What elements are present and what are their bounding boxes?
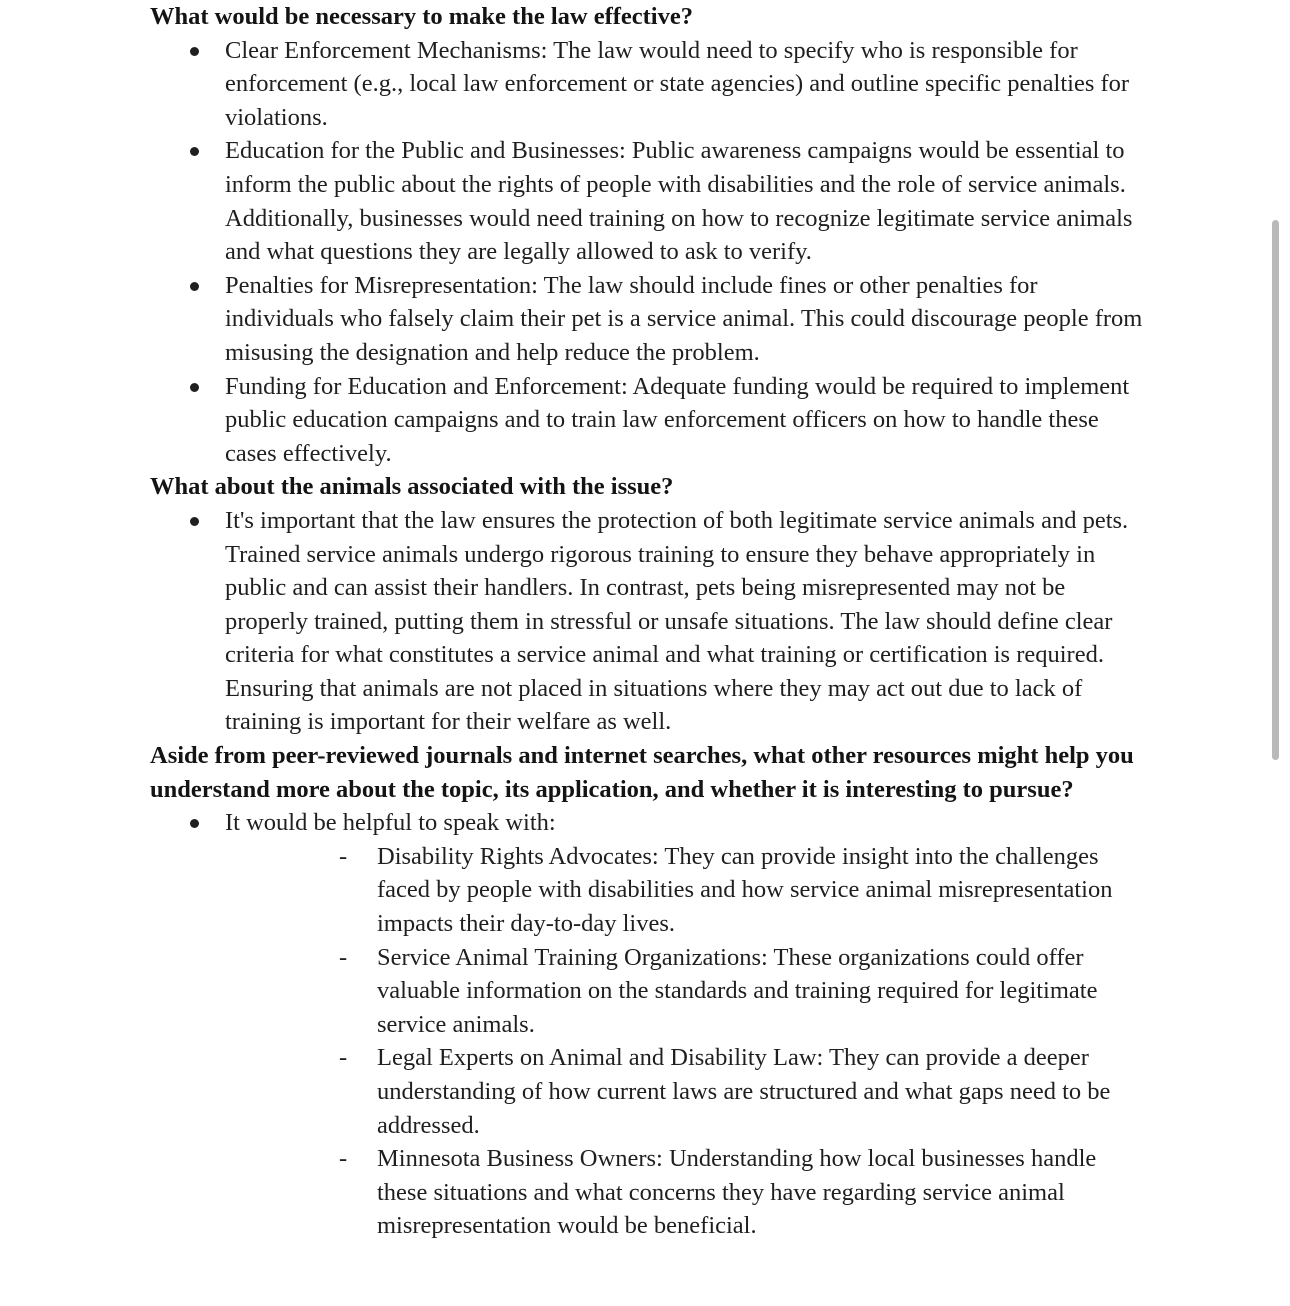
sub-list-item-text: Service Animal Training Organizations: These organizations could offer valuable information on the standards and training required for legitimate service animals. bbox=[377, 943, 1098, 1038]
sub-list-item bbox=[150, 1142, 1150, 1243]
section-heading: Aside from peer-reviewed journals and internet searches, what other resources might help you understand more about the topic, its application, and whether it is interesting to pursue? bbox=[150, 742, 1134, 803]
bullet-list bbox=[150, 806, 1150, 840]
sub-list-item bbox=[150, 941, 1150, 1042]
list-item-text: Funding for Education and Enforcement: Adequate funding would be required to implement public education campaigns and to train law enforcement officers on how to handle these cases effectively. bbox=[225, 372, 1130, 467]
sub-list-item bbox=[150, 840, 1150, 941]
list-item-text: Penalties for Misrepresentation: The law should include fines or other penalties for individuals who falsely claim their pet is a service animal. This could discourage people from misusing the designation and help reduce the problem. bbox=[225, 271, 1143, 366]
bullet-icon bbox=[190, 282, 199, 291]
list-item bbox=[150, 269, 1150, 370]
list-item bbox=[150, 134, 1150, 268]
sub-list-item-text: Minnesota Business Owners: Understanding how local businesses handle these situations and what concerns they have regarding service animal misrepresentation would be beneficial. bbox=[377, 1145, 1097, 1240]
list-item bbox=[150, 370, 1150, 471]
document-body bbox=[150, 0, 1150, 1243]
dash-icon: - bbox=[339, 1044, 348, 1072]
bullet-list bbox=[150, 504, 1150, 739]
bullet-list bbox=[150, 34, 1150, 471]
dash-icon: - bbox=[339, 1145, 348, 1173]
dash-list bbox=[150, 840, 1150, 1243]
section-heading: What would be necessary to make the law effective? bbox=[150, 3, 693, 30]
list-item bbox=[150, 806, 1150, 840]
vertical-scrollbar[interactable] bbox=[1272, 220, 1279, 760]
sub-list-item-text: Legal Experts on Animal and Disability Law: They can provide a deeper understanding of how current laws are structured and what gaps need to be addressed. bbox=[377, 1044, 1111, 1139]
bullet-icon bbox=[190, 47, 199, 56]
section-heading: What about the animals associated with the issue? bbox=[150, 473, 674, 501]
bullet-icon bbox=[190, 147, 199, 156]
dash-icon: - bbox=[339, 943, 348, 971]
list-item-text: Clear Enforcement Mechanisms: The law would need to specify who is responsible for enforcement (e.g., local law enforcement or state agencies) and outline specific penalties for violations. bbox=[225, 36, 1130, 131]
list-item-text: It's important that the law ensures the protection of both legitimate service animals and pets. Trained service animals undergo rigorous training to ensure they behave appropriately in public and can assist their handlers. In contrast, pets being misrepresented may not be properly trained, putting them in stressful or unsafe situations. The law should define clear criteria for what constitutes a service animal and what training or certification is required. Ensuring that animals are not placed in situations where they may act out due to lack of training is important for their welfare as well. bbox=[225, 506, 1129, 736]
bullet-icon bbox=[190, 383, 199, 392]
list-item-text: Education for the Public and Businesses: Public awareness campaigns would be essential to inform the public about the rights of people with disabilities and the role of service animals. Additionally, businesses would need training on how to recognize legitimate service animals and what questions they are legally allowed to ask to verify. bbox=[225, 137, 1133, 266]
sub-list-item bbox=[150, 1041, 1150, 1142]
list-item bbox=[150, 504, 1150, 739]
list-item-text: It would be helpful to speak with: bbox=[225, 809, 556, 837]
bullet-icon bbox=[190, 819, 199, 828]
dash-icon: - bbox=[339, 842, 348, 870]
list-item bbox=[150, 34, 1150, 135]
bullet-icon bbox=[190, 517, 199, 526]
sub-list-item-text: Disability Rights Advocates: They can provide insight into the challenges faced by people with disabilities and how service animal misrepresentation impacts their day-to-day lives. bbox=[377, 842, 1113, 938]
